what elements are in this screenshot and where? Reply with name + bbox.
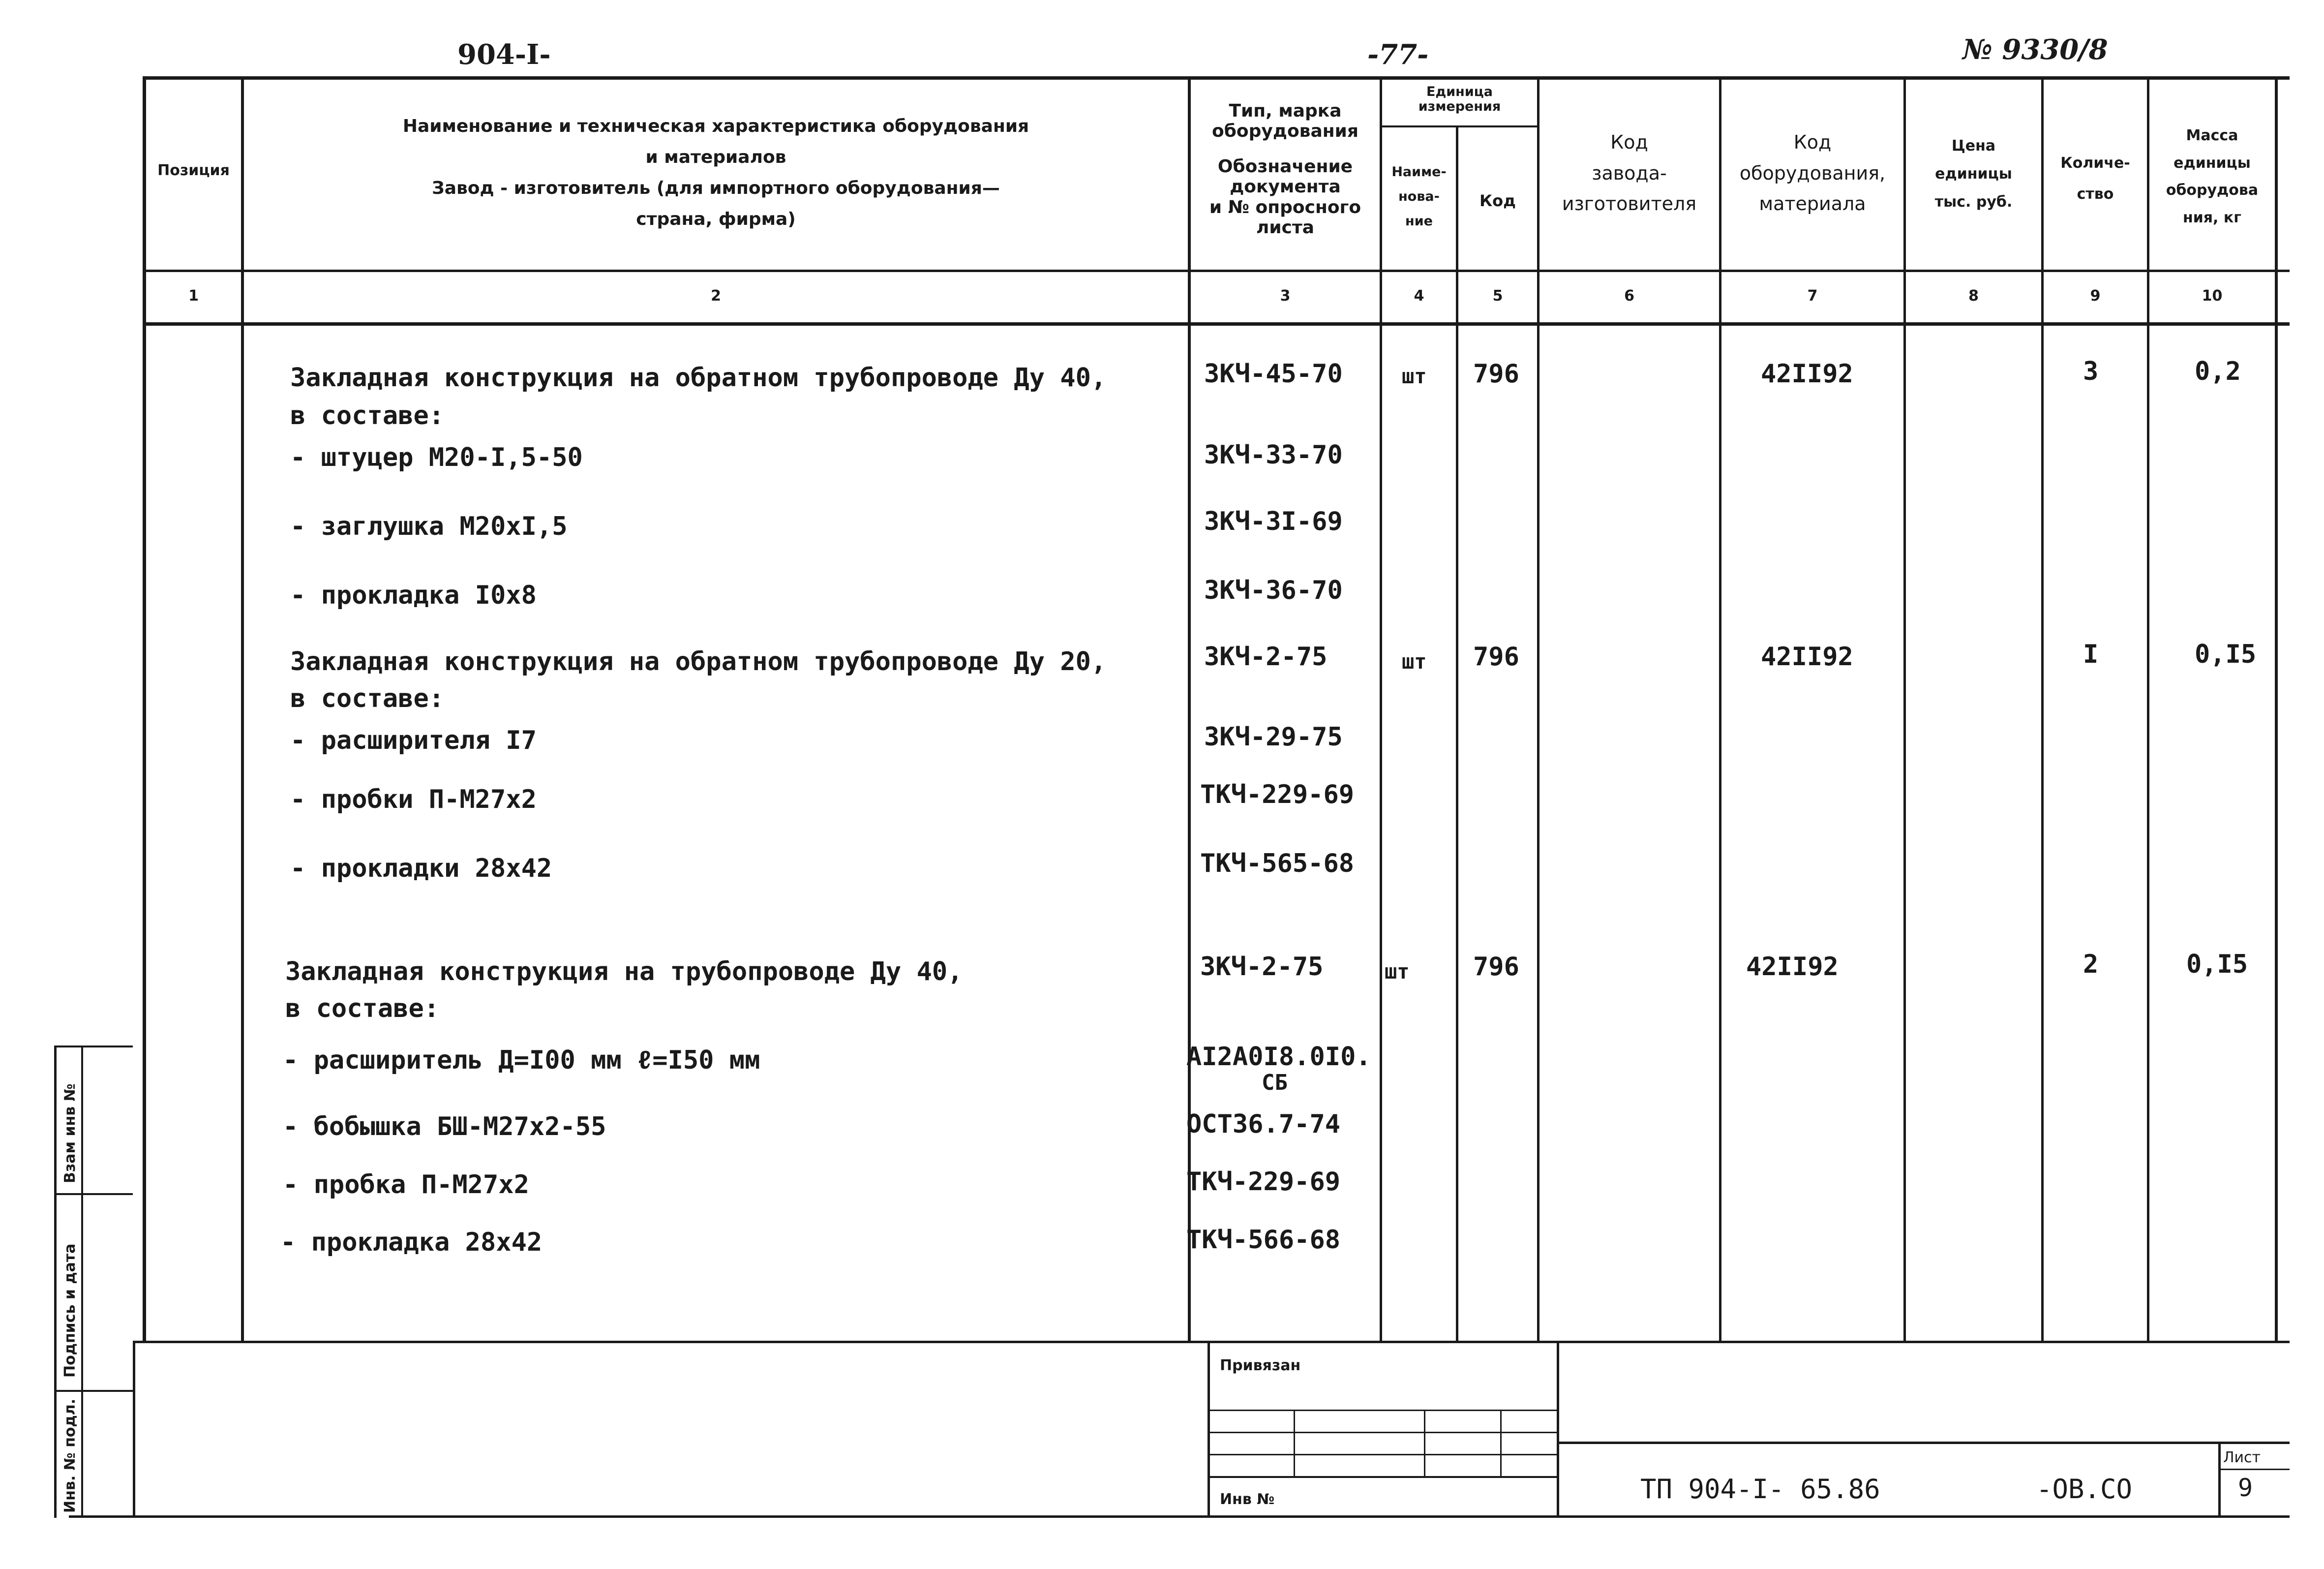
- sheet-number: 9: [2238, 1474, 2253, 1502]
- col-line-7: [1903, 76, 1906, 1341]
- stamp-box-hline: [1210, 1432, 1557, 1433]
- row-unit-code: 796: [1473, 359, 1519, 389]
- series-number: 904-I-: [457, 38, 551, 71]
- row-type: СБ: [1262, 1070, 1288, 1095]
- row-name: - прокладка 28х42: [280, 1228, 543, 1257]
- colnum-6: 6: [1624, 287, 1634, 305]
- row-unit-code: 796: [1473, 952, 1519, 982]
- row-name: - расширитель Д=I00 мм ℓ=I50 мм: [283, 1046, 760, 1075]
- stamp-box-left: [1207, 1343, 1210, 1515]
- col-line-1: [241, 76, 244, 1341]
- colnum-1: 1: [188, 287, 199, 305]
- side-signature-label: Подпись и дата: [61, 1243, 79, 1378]
- stamp-box-hline: [1210, 1410, 1557, 1411]
- stamp-box-right: [1557, 1343, 1559, 1515]
- row-equip-code: 42II92: [1761, 642, 1853, 672]
- row-type: ТКЧ-566-68: [1186, 1225, 1341, 1255]
- col-line-10: [2275, 76, 2278, 1341]
- page-number: -77-: [1367, 38, 1429, 71]
- document-code: ТП 904-I- 65.86: [1640, 1474, 1880, 1505]
- order-number: № 9330/8: [1962, 33, 2108, 66]
- row-name: - прокладки 28х42: [290, 854, 552, 883]
- row-qty: I: [2083, 640, 2099, 669]
- header-price: Цена единицы тыс. руб.: [1934, 137, 2013, 211]
- row-type: ЗКЧ-2-75: [1200, 952, 1324, 982]
- stamp-bottom-line: [69, 1515, 2290, 1518]
- stamp-left-border: [133, 1341, 135, 1518]
- row-mass: 0,I5: [2186, 950, 2248, 979]
- row-mass: 0,2: [2195, 357, 2241, 386]
- row-type: АI2А0I8.0I0.: [1186, 1042, 1371, 1072]
- document-suffix: -ОВ.СО: [2036, 1474, 2133, 1505]
- row-unit: шт: [1402, 364, 1427, 388]
- colnum-7: 7: [1807, 287, 1818, 305]
- col-line-3: [1380, 76, 1382, 1341]
- colnum-bottom-line: [143, 322, 2290, 326]
- row-unit: шт: [1385, 959, 1410, 984]
- row-name: Закладная конструкция на обратном трубопроводе Ду 20,: [290, 647, 1107, 677]
- table-top-border: [143, 76, 2290, 80]
- row-type: ТКЧ-229-69: [1200, 780, 1355, 809]
- row-mass: 0,I5: [2195, 640, 2257, 669]
- row-type: ЗКЧ-45-70: [1204, 359, 1343, 389]
- colnum-4: 4: [1414, 287, 1424, 305]
- row-name: Закладная конструкция на обратном трубопроводе Ду 40,: [290, 363, 1107, 393]
- col-line-8: [2041, 76, 2044, 1341]
- col-line-0: [143, 76, 146, 1343]
- col-line-6: [1719, 76, 1721, 1341]
- header-position: Позиция: [157, 162, 230, 179]
- stamp-bound-label: Привязан: [1220, 1357, 1301, 1374]
- stamp-inv-label: Инв №: [1220, 1491, 1275, 1508]
- header-equip-code: Код оборудования, материала: [1739, 131, 1886, 215]
- row-name: в составе:: [285, 994, 440, 1023]
- stamp-box-vline: [1424, 1410, 1425, 1476]
- stamp-title-topline: [1559, 1442, 2290, 1444]
- col-line-5: [1537, 76, 1539, 1341]
- stamp-box-vline: [1294, 1410, 1295, 1476]
- row-qty: 3: [2083, 357, 2099, 386]
- row-type: ЗКЧ-36-70: [1204, 576, 1343, 605]
- colnum-2: 2: [711, 287, 721, 305]
- row-type: ТКЧ-229-69: [1186, 1167, 1341, 1197]
- stamp-box-vline: [1500, 1410, 1502, 1476]
- row-name: в составе:: [290, 401, 445, 431]
- sheet-box-mid: [2218, 1469, 2290, 1470]
- colnum-10: 10: [2202, 287, 2223, 305]
- col-line-2: [1188, 76, 1191, 1341]
- header-qty: Количе- ство: [2060, 154, 2130, 203]
- sheet-label: Лист: [2223, 1449, 2261, 1466]
- row-name: - пробка П-М27х2: [283, 1170, 529, 1200]
- row-name: - бобышка БШ-М27х2-55: [283, 1112, 606, 1141]
- col-line-9: [2147, 76, 2149, 1341]
- side-strip-top: [54, 1046, 133, 1047]
- row-type: ЗКЧ-33-70: [1204, 440, 1343, 470]
- header-bottom-line: [143, 270, 2290, 272]
- sheet-box-left: [2218, 1442, 2221, 1515]
- body-bottom-line: [133, 1341, 2290, 1343]
- row-qty: 2: [2083, 950, 2099, 979]
- row-type: ЗКЧ-2-75: [1204, 642, 1328, 672]
- row-unit: шт: [1402, 649, 1427, 674]
- row-name: - заглушка М20хI,5: [290, 512, 568, 541]
- row-equip-code: 42II92: [1761, 359, 1853, 389]
- row-name: в составе:: [290, 684, 445, 713]
- header-type: Тип, марка оборудования Обозначение документа и № опросного листа: [1209, 101, 1361, 238]
- header-mass: Масса единицы оборудова ния, кг: [2166, 127, 2259, 226]
- header-unit-group: Единица измерения: [1418, 84, 1501, 114]
- row-name: - пробки П-М27х2: [290, 785, 537, 814]
- colnum-3: 3: [1280, 287, 1291, 305]
- side-inv-sub-label: Инв. № подл.: [61, 1398, 79, 1513]
- stamp-box-hline: [1210, 1454, 1557, 1455]
- colnum-5: 5: [1492, 287, 1503, 305]
- row-name: - расширителя I7: [290, 726, 537, 755]
- col-line-4: [1456, 127, 1458, 1341]
- header-unit-name: Наиме- нова- ние: [1391, 164, 1447, 229]
- row-equip-code: 42II92: [1746, 952, 1839, 982]
- side-strip-div: [54, 1193, 133, 1195]
- row-name: - прокладка I0х8: [290, 581, 537, 610]
- row-type: ТКЧ-565-68: [1200, 849, 1355, 878]
- side-strip-left: [54, 1046, 57, 1518]
- side-strip-div: [54, 1390, 133, 1392]
- stamp-box-hline: [1210, 1476, 1557, 1478]
- colnum-8: 8: [1968, 287, 1979, 305]
- header-name: Наименование и техническая характеристика оборудования и материалов Завод - изготовитель (для импортного оборудования— страна, фирма): [402, 116, 1029, 229]
- row-type: ЗКЧ-29-75: [1204, 722, 1343, 752]
- row-name: Закладная конструкция на трубопроводе Ду 40,: [285, 957, 963, 986]
- row-type: ЗКЧ-3I-69: [1204, 507, 1343, 536]
- row-name: - штуцер М20-I,5-50: [290, 443, 583, 472]
- colnum-9: 9: [2090, 287, 2101, 305]
- header-unit-code: Код: [1479, 191, 1516, 210]
- side-vzam-label: Взам инв №: [61, 1083, 79, 1183]
- row-unit-code: 796: [1473, 642, 1519, 672]
- unit-group-line: [1380, 125, 1539, 127]
- side-strip-mid: [81, 1046, 83, 1518]
- header-plant-code: Код завода- изготовителя: [1562, 131, 1697, 215]
- row-type: ОСТ36.7-74: [1186, 1109, 1341, 1139]
